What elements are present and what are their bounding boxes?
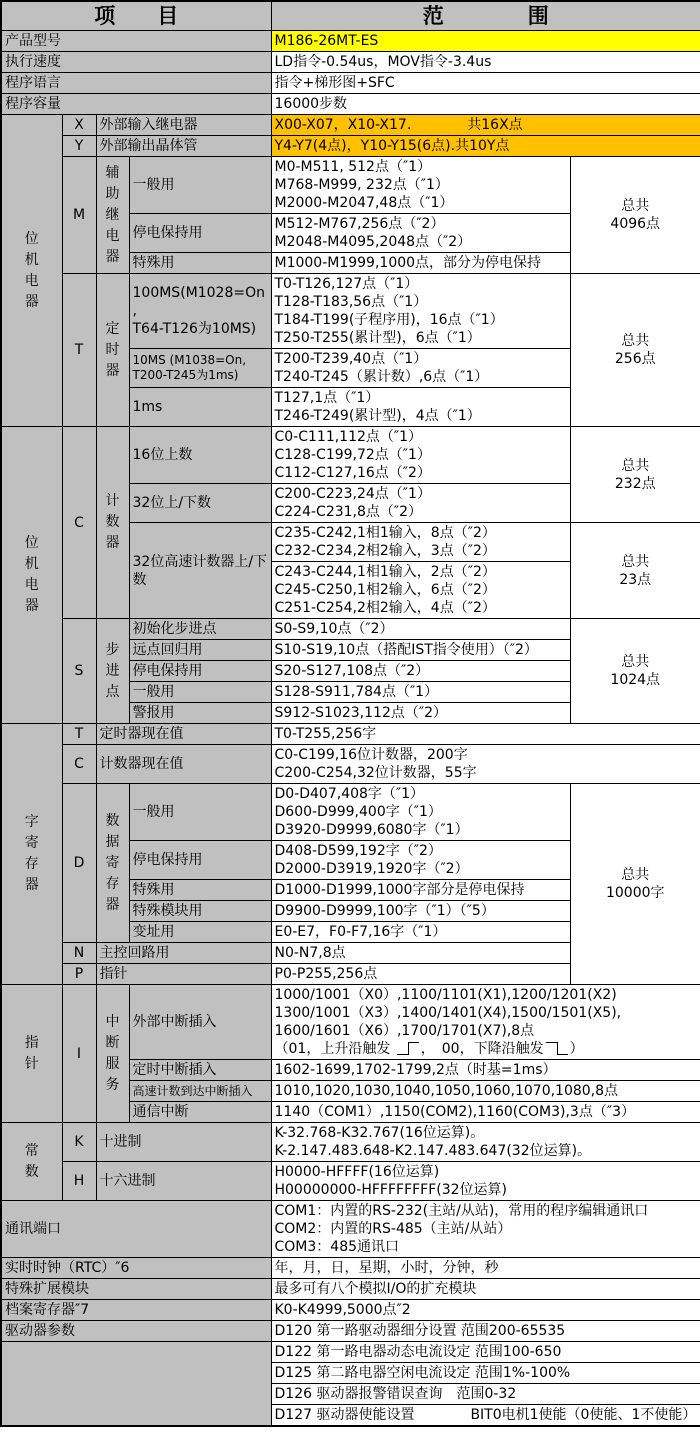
group-label-bit-devices-2: 位 机 电 器 [1, 427, 62, 724]
row-label: 特殊用 [129, 880, 271, 901]
type-letter: P [62, 964, 96, 985]
row-label-exec-speed: 执行速度 [1, 52, 271, 73]
range-value: C200-C223,24点（″1） C224-C231,8点（″2） [271, 484, 570, 523]
type-letter: T [62, 724, 96, 745]
range-value: K0-K4999,5000点″2 [271, 1300, 700, 1321]
group-label-word-registers: 字 寄 存 器 [1, 724, 62, 985]
table-row [1, 985, 700, 1060]
range-value: 1000/1001（X0）,1100/1101(X1),1200/1201(X2) 1300/1001（X3）,1400/1401(X4),1500/1501(X5), 1600/1601（X6）,1700/1701(X7),8点 （01，上升沿触发 ， 00，下降沿触发 ） [271, 985, 700, 1060]
row-label: 十六进制 [96, 1162, 271, 1201]
range-value: D125 第二路电器空闲电流设定 范围1%-100% [271, 1363, 700, 1384]
table-row [1, 724, 700, 745]
range-value: D1000-D1999,1000字部分是停电保持 [271, 880, 570, 901]
row-label: 停电保持用 [129, 841, 271, 880]
range-value: M0-M511, 512点（″1） M768-M999, 232点（″1） M2000-M2047,48点（″1） [271, 157, 570, 214]
row-label-program-language: 程序语言 [1, 73, 271, 94]
row-label: 10MS (M1038=On, T200-T245为1ms) [129, 349, 271, 388]
table-row [1, 784, 700, 841]
rising-edge-icon [397, 1042, 419, 1055]
group-label: 计 数 器 [96, 427, 129, 619]
range-value: S912-S1023,112点（″2） [271, 703, 570, 724]
table-row [1, 136, 700, 157]
range-value: P0-P255,256点 [271, 964, 570, 985]
row-label: 主控回路用 [96, 943, 271, 964]
type-letter: N [62, 943, 96, 964]
range-value: T200-T239,40点（″1） T240-T245（累计数）,6点（″1） [271, 349, 570, 388]
row-label: 一般用 [129, 682, 271, 703]
group-label: 辅 助 继 电 器 [96, 157, 129, 274]
type-letter: X [62, 115, 96, 136]
range-value: T127,1点（″1） T246-T249(累计型)，4点（″1） [271, 388, 570, 427]
row-label-comm-ports: 通讯端口 [1, 1201, 271, 1258]
range-value: 1602-1699,1702-1799,2点（时基=1ms） [271, 1060, 700, 1081]
total-count: 总共 4096点 [570, 157, 700, 274]
row-label: 外部中断插入 [129, 985, 271, 1060]
type-letter: C [62, 427, 96, 619]
type-letter: Y [62, 136, 96, 157]
total-count: 总共 1024点 [570, 619, 700, 724]
header-item: 项 目 [1, 1, 271, 31]
type-letter: D [62, 784, 96, 943]
range-value: M512-M767,256点（″2） M2048-M4095,2048点（″2） [271, 214, 570, 253]
group-label-constants: 常 数 [1, 1123, 62, 1201]
row-label: 32位高速计数器上/下数 [129, 523, 271, 619]
table-row [1, 1123, 700, 1162]
row-label-file-register: 档案寄存器″7 [1, 1300, 271, 1321]
row-label: 远点回归用 [129, 640, 271, 661]
table-row [1, 1321, 700, 1342]
type-letter: M [62, 157, 96, 274]
group-label: 步 进 点 [96, 619, 129, 724]
range-value: H0000-HFFFF(16位运算) H00000000-HFFFFFFFF(32位运算) [271, 1162, 700, 1201]
row-label: 变址用 [129, 922, 271, 943]
product-model-value: M186-26MT-ES [271, 31, 700, 52]
range-value: S128-S911,784点（″1） [271, 682, 570, 703]
table-row [1, 1258, 700, 1279]
row-label: 计数器现在值 [96, 745, 271, 784]
range-value: T0-T255,256字 [271, 724, 700, 745]
row-label: 指针 [96, 964, 271, 985]
total-count: 总共 232点 [570, 427, 700, 523]
row-label: 16位上数 [129, 427, 271, 484]
header-row [1, 1, 700, 31]
row-label: 高速计数到达中断插入 [129, 1081, 271, 1102]
range-value: D408-D599,192字（″2） D2000-D3919,1920字（″2） [271, 841, 570, 880]
row-label: 32位上/下数 [129, 484, 271, 523]
row-label-product-model: 产品型号 [1, 31, 271, 52]
input-relay-range: X00-X07，X10-X17. 共16X点 [271, 115, 700, 136]
type-letter: T [62, 274, 96, 427]
range-value: D127 驱动器使能设置 BIT0电机1使能（0使能、1不使能） [271, 1405, 700, 1427]
range-value: D120 第一路驱动器细分设置 范围200-65535 [271, 1321, 700, 1342]
table-row [1, 274, 700, 349]
range-value: 指令+梯形图+SFC [271, 73, 700, 94]
row-label-driver-params: 驱动器参数 [1, 1321, 271, 1342]
table-row [1, 1201, 700, 1258]
range-value: C0-C111,112点（″1） C128-C199,72点（″1） C112-C127,16点（″2） [271, 427, 570, 484]
table-row [1, 745, 700, 784]
range-value: C235-C242,1相1输入，8点（″2） C232-C234,2相2输入，3点（″2） [271, 523, 570, 562]
row-label: 通信中断 [129, 1102, 271, 1123]
range-value: D9900-D9999,100字（″1）（″5） [271, 901, 570, 922]
row-label: 一般用 [129, 157, 271, 214]
type-letter: H [62, 1162, 96, 1201]
output-transistor-range: Y4-Y7(4点)，Y10-Y15(6点).共10Y点 [271, 136, 700, 157]
range-value: N0-N7,8点 [271, 943, 570, 964]
group-label: 数 据 寄 存 器 [96, 784, 129, 943]
total-count: 总共 10000字 [570, 784, 700, 985]
range-value: 1140（COM1）,1150(COM2),1160(COM3),3点（″3） [271, 1102, 700, 1123]
table-row [1, 1300, 700, 1321]
header-range: 范 围 [271, 1, 700, 31]
row-label: 特殊用 [129, 253, 271, 274]
range-value: D126 驱动器报警错误查询 范围0-32 [271, 1384, 700, 1405]
table-row [1, 52, 700, 73]
range-value: D122 第一路电器动态电流设定 范围100-650 [271, 1342, 700, 1363]
type-letter: S [62, 619, 96, 724]
type-letter: C [62, 745, 96, 784]
table-row [1, 31, 700, 52]
range-value: S20-S127,108点（″2） [271, 661, 570, 682]
range-value: C0-C199,16位计数器，200字 C200-C254,32位计数器，55字 [271, 745, 700, 784]
range-value: C243-C244,1相1输入，2点（″2） C245-C250,1相2输入，6点（″2） C251-C254,2相2输入，4点（″2） [271, 562, 570, 619]
range-value: 最多可有八个模拟I/O的扩充模块 [271, 1279, 700, 1300]
row-label: 定时器现在值 [96, 724, 271, 745]
table-row [1, 73, 700, 94]
total-count: 总共 256点 [570, 274, 700, 427]
range-value: COM1：内置的RS-232(主站/从站)，常用的程序编辑通讯口 COM2：内置的RS-485（主站/从站） COM3：485通讯口 [271, 1201, 700, 1258]
spec-table-body [1, 31, 700, 1427]
row-label: 一般用 [129, 784, 271, 841]
range-value: E0-E7，F0-F7,16字（″1） [271, 922, 570, 943]
group-label: 中 断 服 务 [96, 985, 129, 1123]
row-label: 特殊模块用 [129, 901, 271, 922]
table-row [1, 94, 700, 115]
group-label: 定 时 器 [96, 274, 129, 427]
row-label: 停电保持用 [129, 661, 271, 682]
row-label-rtc: 实时时钟（RTC）″6 [1, 1258, 271, 1279]
row-label-program-capacity: 程序容量 [1, 94, 271, 115]
row-label: 十进制 [96, 1123, 271, 1162]
row-label: 定时中断插入 [129, 1060, 271, 1081]
table-row [1, 1342, 700, 1363]
row-label [1, 1342, 271, 1427]
group-label-pointers: 指 针 [1, 985, 62, 1123]
range-value: S10-S19,10点（搭配IST指令使用）（″2） [271, 640, 570, 661]
row-label: 初始化步进点 [129, 619, 271, 640]
table-row [1, 115, 700, 136]
type-letter: I [62, 985, 96, 1123]
row-label: 停电保持用 [129, 214, 271, 253]
range-value: T0-T126,127点（″1） T128-T183,56点（″1） T184-T199(子程序用)，16点（″1） T250-T255(累计型)，6点（″1） [271, 274, 570, 349]
row-label: 100MS(M1028=On, T64-T126为10MS) [129, 274, 271, 349]
group-label-bit-devices-1: 位 机 电 器 [1, 115, 62, 427]
range-value: 16000步数 [271, 94, 700, 115]
range-value: K-32.768-K32.767(16位运算)。 K-2.147.483.648-K2.147.483.647(32位运算)。 [271, 1123, 700, 1162]
range-value: 1010,1020,1030,1040,1050,1060,1070,1080,8点 [271, 1081, 700, 1102]
type-letter: K [62, 1123, 96, 1162]
row-label: 外部输出晶体管 [96, 136, 271, 157]
table-row [1, 1162, 700, 1201]
row-label: 外部输入继电器 [96, 115, 271, 136]
total-count: 总共 23点 [570, 523, 700, 619]
range-value: M1000-M1999,1000点，部分为停电保持 [271, 253, 570, 274]
range-value: LD指令-0.54us，MOV指令-3.4us [271, 52, 700, 73]
range-value: S0-S9,10点（″2） [271, 619, 570, 640]
falling-edge-icon [546, 1042, 568, 1055]
row-label: 1ms [129, 388, 271, 427]
row-label: 警报用 [129, 703, 271, 724]
range-value: 年，月，日，星期，小时，分钟，秒 [271, 1258, 700, 1279]
table-row [1, 1279, 700, 1300]
row-label-special-modules: 特殊扩展模块 [1, 1279, 271, 1300]
table-row [1, 427, 700, 484]
table-row [1, 619, 700, 640]
range-value: D0-D407,408字（″1） D600-D999,400字（″1） D3920-D9999,6080字（″1） [271, 784, 570, 841]
table-row [1, 157, 700, 214]
